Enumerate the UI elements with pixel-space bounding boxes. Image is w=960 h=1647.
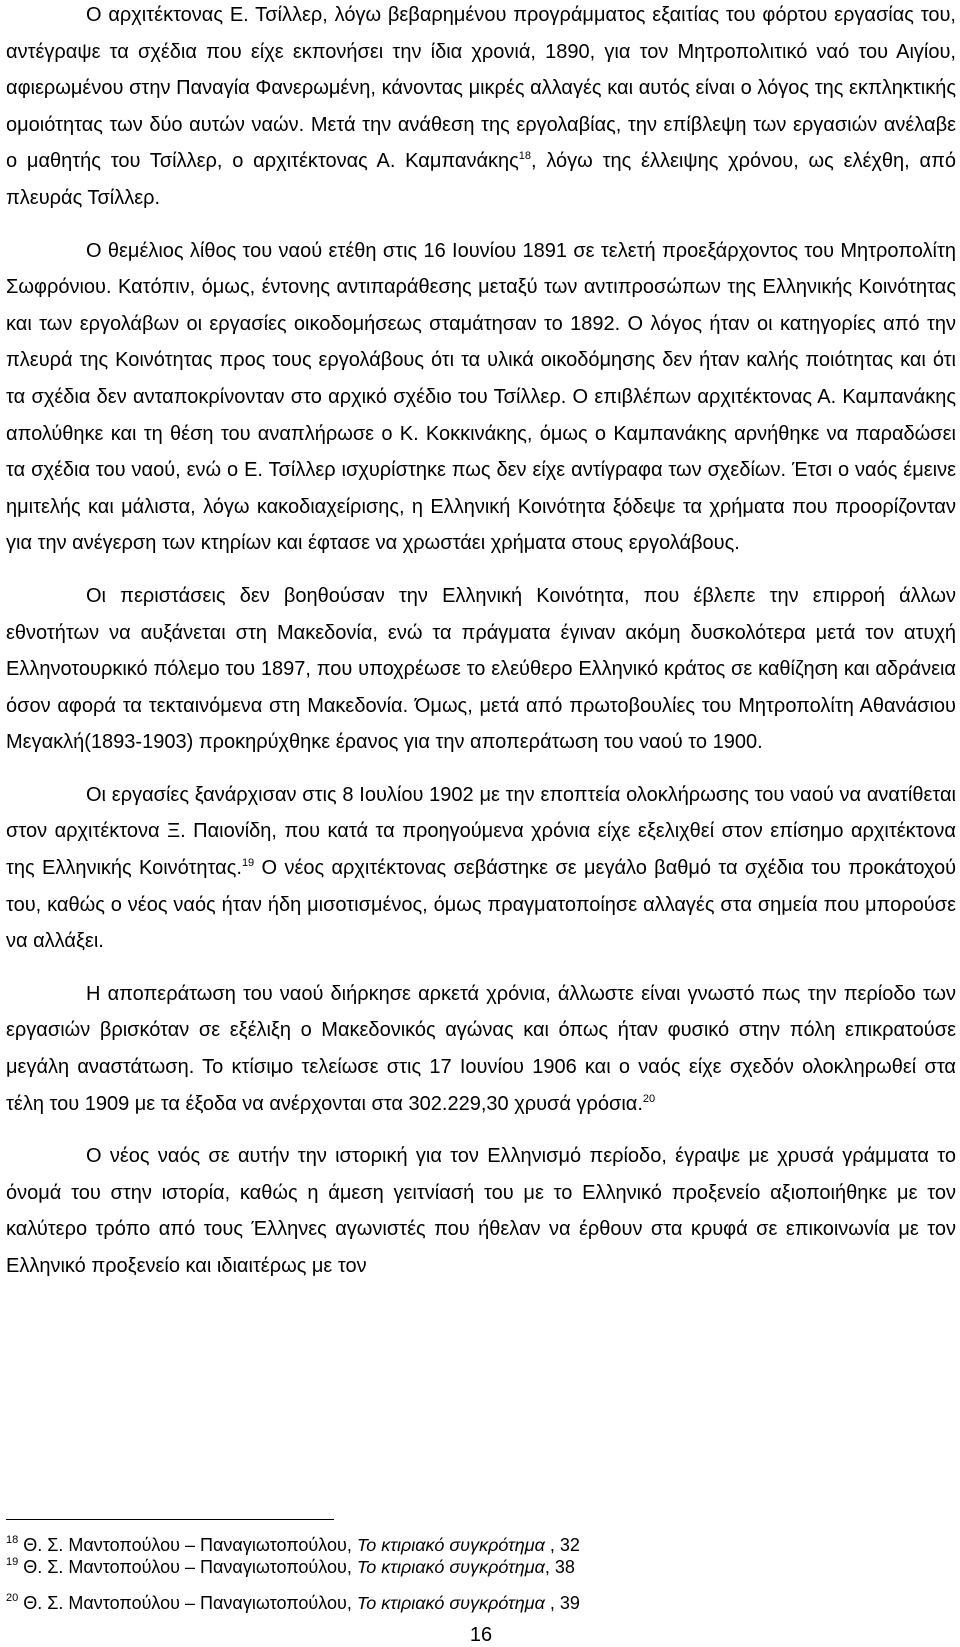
- paragraph-5: [6, 976, 956, 1122]
- footnote-author: Θ. Σ. Μαντοπούλου – Παναγιωτοπούλου,: [23, 1535, 357, 1555]
- footnote-title: Το κτιριακό συγκρότημα: [356, 1593, 545, 1613]
- paragraph-4: [6, 777, 956, 960]
- paragraph-6: [6, 1138, 956, 1284]
- footnote-ref-19[interactable]: 19: [241, 857, 255, 870]
- paragraph-3-text: Οι περιστάσεις δεν βοηθούσαν την Ελληνική Κοινότητα, που έβλεπε την επιρροή άλλων εθνοτήτων να αυξάνεται στη Μακεδονία, ενώ τα πράγματα έγιναν ακόμη δυσκολότερα μετά τον ατυχή Ελληνοτουρκικό πόλεμο του 1897, που υποχρέωσε το ελεύθερο Ελληνικό κράτος σε καθίζηση και αδράνεια όσον αφορά τα τεκταινόμενα στη Μακεδονία. Όμως, μετά από πρωτοβουλίες του Μητροπολίτη Αθανάσιου Μεγακλή(1893-1903) προκηρύχθηκε έρανος για την αποπεράτωση του ναού το 1900.: [6, 584, 956, 754]
- footnote-pages: , 38: [544, 1557, 575, 1577]
- paragraph-1-text-continued: , λόγω της έλλειψης χρόνου, ως ελέχθη, από πλευράς Τσίλλερ.: [6, 150, 956, 209]
- paragraph-1-text: Ο αρχιτέκτονας Ε. Τσίλλερ, λόγω βεβαρημένου προγράμματος εξαιτίας του φόρτου εργασίας του, αντέγραψε τα σχέδια που είχε εκπονήσει την ίδια χρονιά, 1890, για τον Μητροπολιτικό ναό του Αιγίου, αφιερωμένου στην Παναγία Φανερωμένη, κάνοντας μικρές αλλαγές και αυτός είναι ο λόγος της εκπληκτικής ομοιότητας των δύο αυτών ναών. Μετά την ανάθεση της εργολαβίας, την επίβλεψη των εργασιών ανέλαβε ο μαθητής του Τσίλλερ, ο αρχιτέκτονας Α. Καμπανάκης: [6, 4, 956, 173]
- footnote-18: [6, 1534, 580, 1556]
- paragraph-2: [6, 233, 956, 562]
- footnote-20: [6, 1592, 580, 1614]
- footnote-pages: , 39: [544, 1593, 580, 1613]
- footnote-number: 19: [6, 1556, 19, 1568]
- paragraph-6-text: Ο νέος ναός σε αυτήν την ιστορική για τον Ελληνισμό περίοδο, έγραψε με χρυσά γράμματα το όνομά του στην ιστορία, καθώς η άμεση γειτνίασή του με το Ελληνικό προξενείο αξιοποιήθηκε με τον καλύτερο τρόπο από τους Έλληνες αγωνιστές που ήθελαν να έρθουν στα κρυφά σε επικοινωνία με τον Ελληνικό προξενείο και ιδιαιτέρως με τον: [6, 1145, 956, 1277]
- footnote-19: [6, 1556, 575, 1578]
- footnote-ref-20[interactable]: 20: [642, 1092, 656, 1105]
- footnote-number: 20: [6, 1592, 19, 1604]
- footnote-author: Θ. Σ. Μαντοπούλου – Παναγιωτοπούλου,: [23, 1557, 357, 1577]
- footnote-number: 18: [6, 1534, 19, 1546]
- paragraph-3: [6, 578, 956, 761]
- body-text: [6, 0, 956, 1285]
- footnote-title: Το κτιριακό συγκρότημα: [356, 1535, 545, 1555]
- footnote-author: Θ. Σ. Μαντοπούλου – Παναγιωτοπούλου,: [23, 1593, 357, 1613]
- footnote-pages: , 32: [544, 1535, 580, 1555]
- paragraph-2-text: Ο θεμέλιος λίθος του ναού ετέθη στις 16 Ιουνίου 1891 σε τελετή προεξάρχοντος του Μητροπολίτη Σωφρόνιου. Κατόπιν, όμως, έντονης αντιπαράθεσης μεταξύ των αντιπροσώπων της Ελληνικής Κοινότητας και των εργολάβων οι εργασίες οικοδομήσεως σταμάτησαν το 1892. Ο λόγος ήταν οι κατηγορίες από την πλευρά της Κοινότητας προς τους εργολάβους ότι τα υλικά οικοδόμησης δεν ήταν καλής ποιότητας και ότι τα σχέδια δεν ανταποκρίνονταν στο αρχικό σχέδιο του Τσίλλερ. Ο επιβλέπων αρχιτέκτονας Α. Καμπανάκης απολύθηκε και τη θέση του αναπλήρωσε ο Κ. Κοκκινάκης, όμως ο Καμπανάκης αρνήθηκε να παραδώσει τα σχέδια του ναού, ενώ ο Ε. Τσίλλερ ισχυρίστηκε πως δεν είχε αντίγραφα των σχεδίων. Έτσι ο ναός έμεινε ημιτελής και μάλιστα, λόγω κακοδιαχείρισης, η Ελληνική Κοινότητα ξόδεψε τα χρήματα που προορίζονταν για την ανέγερση των κτηρίων και έφτασε να χρωστάει χρήματα στους εργολάβους.: [6, 239, 956, 555]
- footnote-separator: [6, 1519, 334, 1520]
- footnote-ref-18[interactable]: 18: [518, 150, 532, 163]
- page-number: 16: [469, 1624, 493, 1646]
- paragraph-5-text: Η αποπεράτωση του ναού διήρκησε αρκετά χρόνια, άλλωστε είναι γνωστό πως την περίοδο των εργασιών βρισκόταν σε εξέλιξη ο Μακεδονικός αγώνας και όπως ήταν φυσικό στην πόλη επικρατούσε μεγάλη αναστάτωση. Το κτίσιμο τελείωσε στις 17 Ιουνίου 1906 και ο ναός είχε σχεδόν ολοκληρωθεί στα τέλη του 1909 με τα έξοδα να ανέρχονται στα 302.229,30 χρυσά γρόσια.: [6, 982, 956, 1115]
- document-page: [6, 0, 956, 1647]
- footnote-title: Το κτιριακό συγκρότημα: [356, 1557, 545, 1577]
- paragraph-4-text: Οι εργασίες ξανάρχισαν στις 8 Ιουλίου 1902 με την εποπτεία ολοκλήρωσης του ναού να ανατίθεται στον αρχιτέκτονα Ξ. Παιονίδη, που κατά τα προηγούμενα χρόνια είχε εξελιχθεί στον επίσημο αρχιτέκτονα της Ελληνικής Κοινότητας.: [6, 783, 956, 880]
- paragraph-1: [6, 0, 956, 217]
- paragraph-4-text-continued: Ο νέος αρχιτέκτονας σεβάστηκε σε μεγάλο βαθμό τα σχέδια του προκάτοχού του, καθώς ο νέος ναός ήταν ήδη μισοτισμένος, όμως πραγματοποίησε αλλαγές στα σημεία που μπορούσε να αλλάξει.: [6, 857, 957, 953]
